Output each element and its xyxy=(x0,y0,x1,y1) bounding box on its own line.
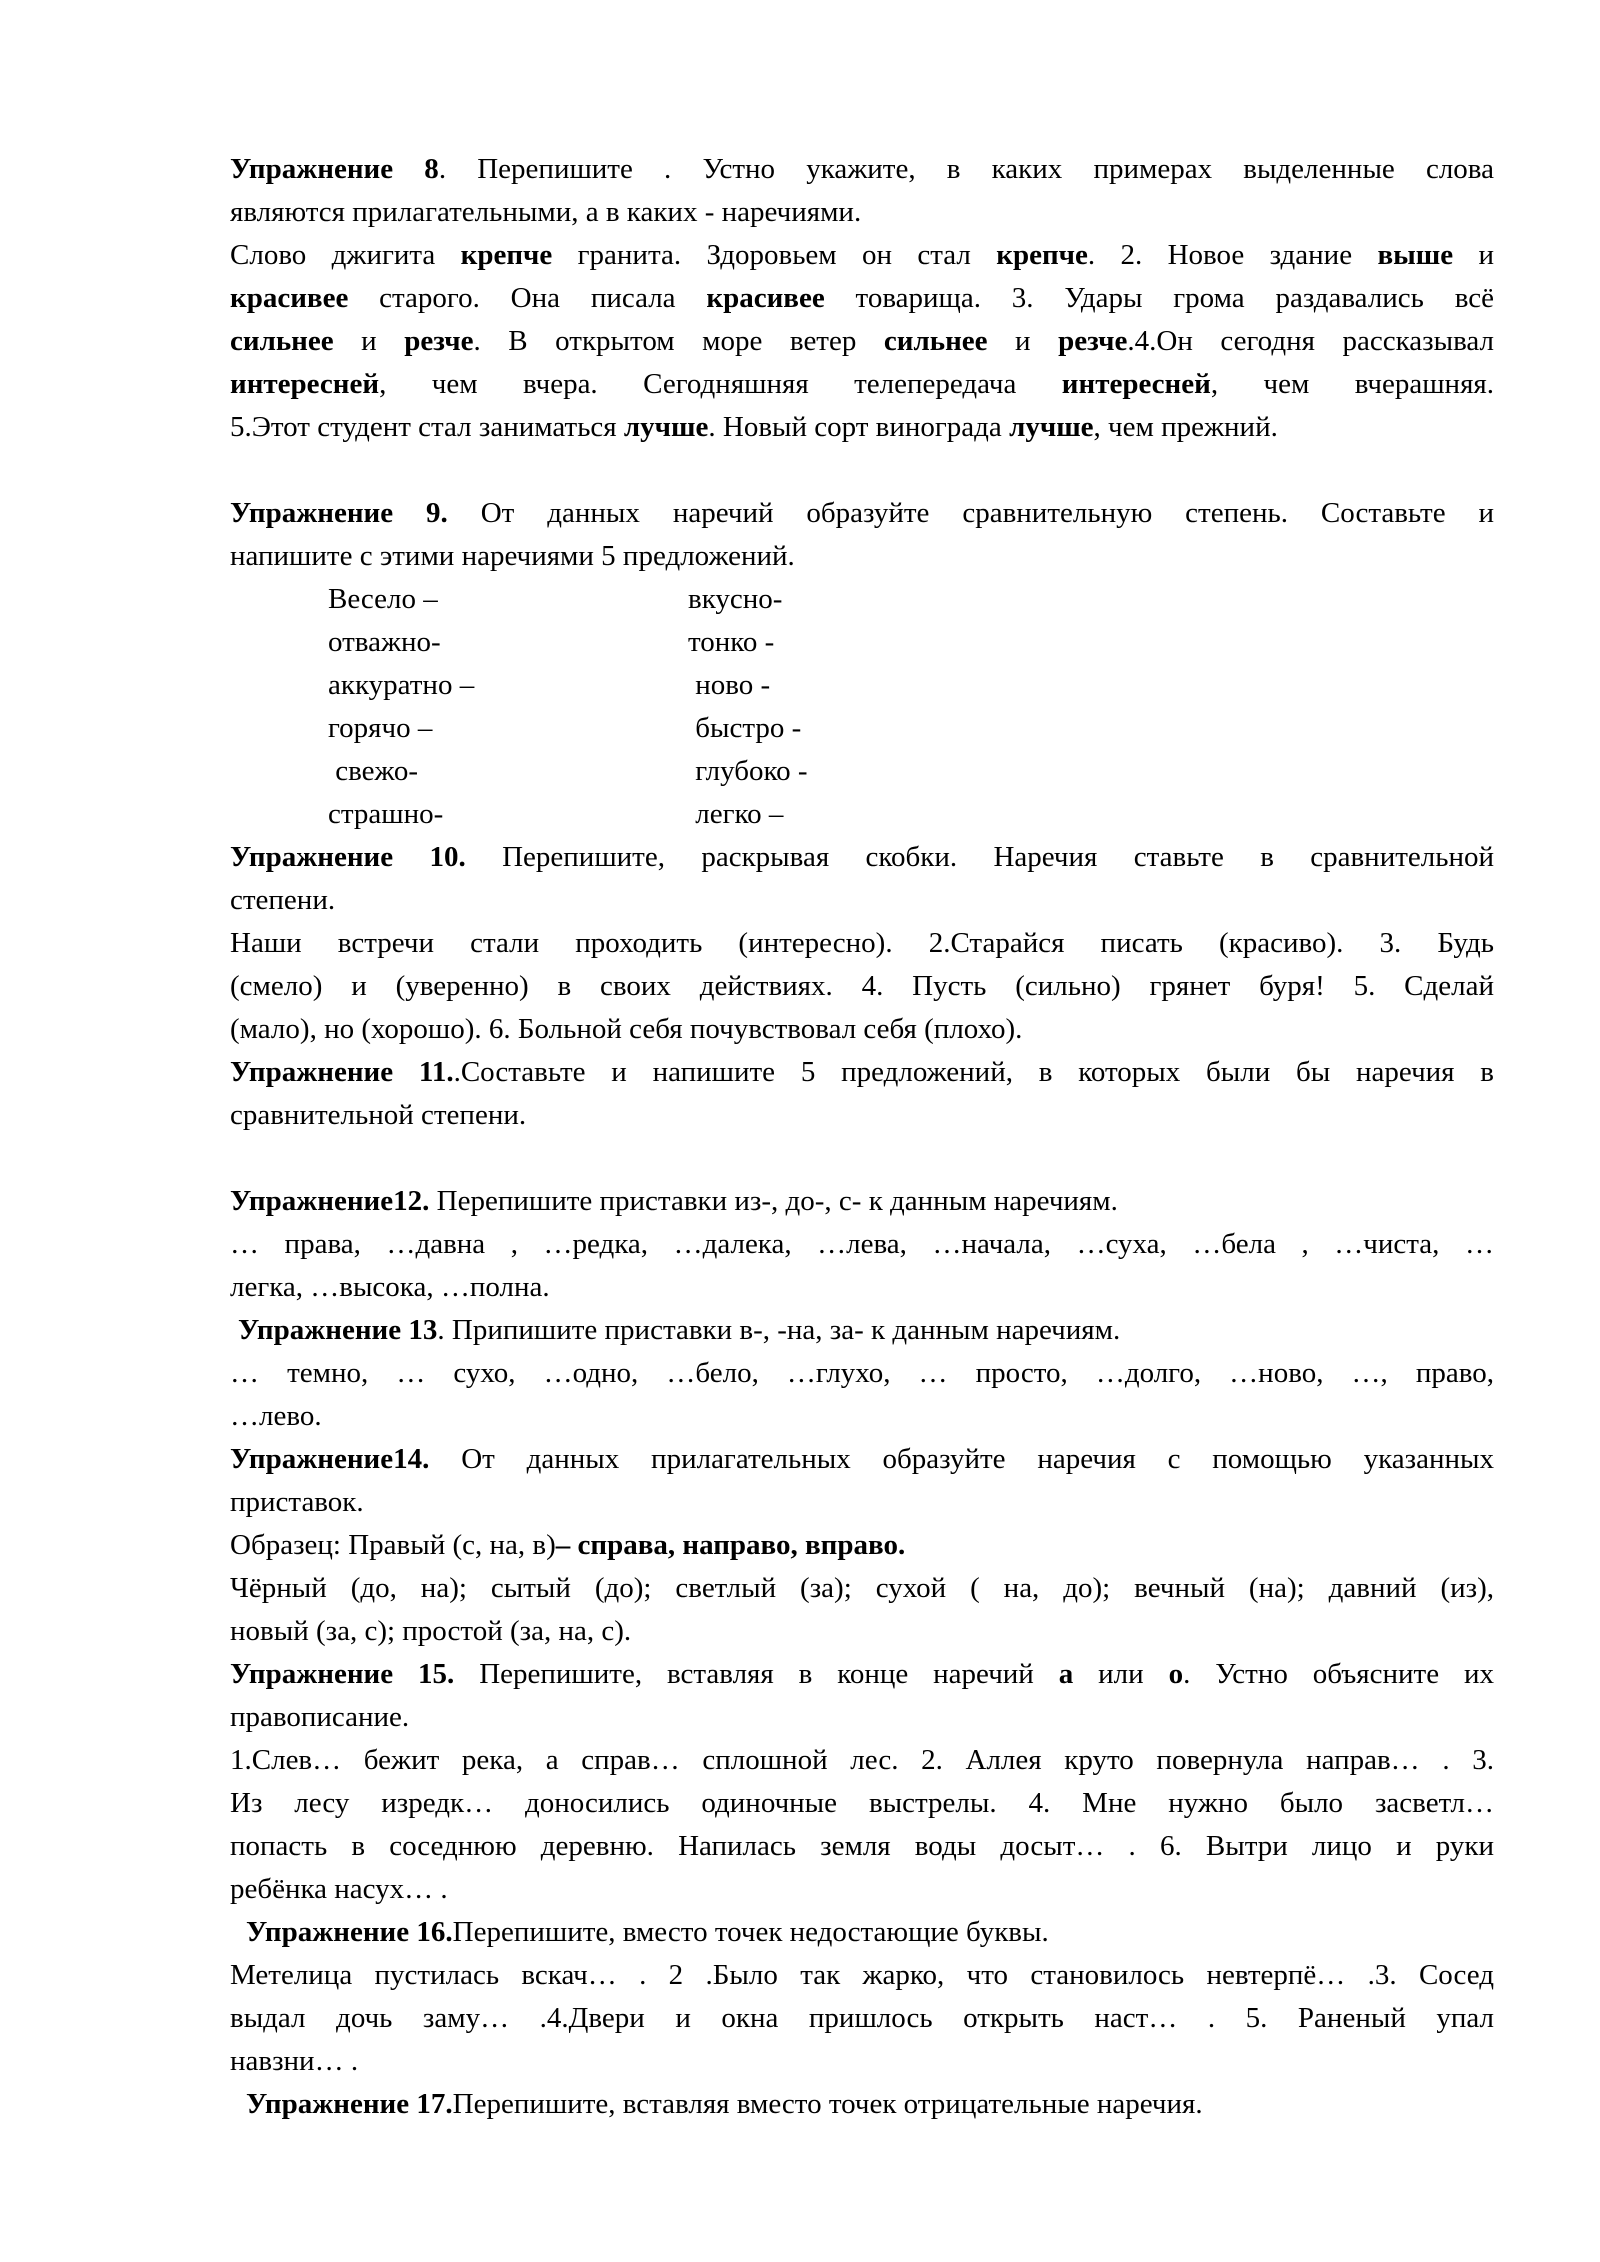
word-item: тонко - xyxy=(688,626,775,658)
ex10-line-1: Упражнение 10. Перепишите, раскрывая скобки. Наречия ставьте в сравнительной xyxy=(230,841,1495,873)
blank-line xyxy=(230,1137,1494,1180)
ex13-line-2: … темно, … сухо, …одно, …бело, …глухо, … просто, …долго, …ново, …, право, xyxy=(230,1357,1494,1389)
ex15-line-1: Упражнение 15. Перепишите, вставляя в конце наречий а или о. Устно объясните их xyxy=(230,1658,1494,1690)
ex15-line-4: Из лесу изредк… доносились одиночные выстрелы. 4. Мне нужно было засветл… xyxy=(230,1787,1494,1819)
blank-line xyxy=(230,449,1494,492)
ex14-line-1: Упражнение14. От данных прилагательных образуйте наречия с помощью указанных xyxy=(230,1443,1494,1475)
ex17-title: Упражнение 17. xyxy=(246,2088,453,2120)
word-item: ново - xyxy=(688,669,771,701)
ex13-line-1: Упражнение 13. Припишите приставки в-, -на, за- к данным наречиям. xyxy=(238,1314,1121,1346)
ex8-text-line: Слово джигита крепче гранита. Здоровьем он стал крепче. 2. Новое здание выше и xyxy=(230,239,1494,271)
word-item: свежо- xyxy=(328,755,418,787)
ex9-line-1: Упражнение 9. От данных наречий образуйте сравнительную степень. Составьте и xyxy=(230,497,1495,529)
ex13-line-3: …лево. xyxy=(230,1400,322,1432)
document-page xyxy=(230,148,1494,2126)
ex15-line-3: 1.Слев… бежит река, а справ… сплошной лес. 2. Аллея круто повернула направ… . 3. xyxy=(230,1744,1494,1776)
ex12-line-2: … права, …давна , …редка, …далека, …лева, …начала, …суха, …бела , …чиста, … xyxy=(230,1228,1494,1260)
ex15-line-5: попасть в соседнюю деревню. Напилась земля воды досыт… . 6. Вытри лицо и руки xyxy=(230,1830,1494,1862)
ex14-line-2: приставок. xyxy=(230,1486,364,1518)
ex11-title: Упражнение 11. xyxy=(230,1056,454,1088)
ex16-line-3: выдал дочь заму… .4.Двери и окна пришлось открыть наст… . 5. Раненый упал xyxy=(230,2002,1494,2034)
ex12-line-1: Упражнение12. Перепишите приставки из-, до-, с- к данным наречиям. xyxy=(230,1185,1118,1217)
ex16-line-4: навзни… . xyxy=(230,2045,359,2077)
ex14-title: Упражнение14. xyxy=(230,1443,430,1475)
word-item: горячо – xyxy=(328,712,433,744)
word-item: глубоко - xyxy=(688,755,808,787)
ex12-title: Упражнение12. xyxy=(230,1185,430,1217)
ex15-line-6: ребёнка насух… . xyxy=(230,1873,448,1905)
ex9-line-2: напишите с этими наречиями 5 предложений. xyxy=(230,540,795,572)
ex8-title: Упражнение 8 xyxy=(230,153,439,185)
word-item: страшно- xyxy=(328,798,444,830)
ex14-line-5: новый (за, с); простой (за, на, с). xyxy=(230,1615,632,1647)
ex10-line-4: (смело) и (уверенно) в своих действиях. 4. Пусть (сильно) грянет буря! 5. Сделай xyxy=(230,970,1494,1002)
ex8-text-line: 5.Этот студент стал заниматься лучше. Новый сорт винограда лучше, чем прежний. xyxy=(230,411,1278,443)
ex17-line-1: Упражнение 17.Перепишите, вставляя вместо точек отрицательные наречия. xyxy=(246,2088,1203,2120)
word-item: аккуратно – xyxy=(328,669,475,701)
ex9-word-list xyxy=(230,578,1494,836)
ex9-title: Упражнение 9. xyxy=(230,497,448,529)
word-item: легко – xyxy=(688,798,784,830)
ex11-line-1: Упражнение 11..Составьте и напишите 5 предложений, в которых были бы наречия в xyxy=(230,1056,1494,1088)
ex8-text-line: интересней, чем вчера. Сегодняшняя телепередача интересней, чем вчерашняя. xyxy=(230,368,1494,400)
ex8-line-2: являются прилагательными, а в каких - наречиями. xyxy=(230,196,862,228)
ex8-line-1: Упражнение 8. Перепишите . Устно укажите, в каких примерах выделенные слова xyxy=(230,153,1494,185)
word-item: быстро - xyxy=(688,712,802,744)
word-item: отважно- xyxy=(328,626,441,658)
ex14-sample: Образец: Правый (с, на, в)– справа, направо, вправо. xyxy=(230,1529,906,1561)
ex10-line-2: степени. xyxy=(230,884,336,916)
ex11-line-2: сравнительной степени. xyxy=(230,1099,527,1131)
ex8-text-line: красивее старого. Она писала красивее товарища. 3. Удары грома раздавались всё xyxy=(230,282,1494,314)
ex16-title: Упражнение 16. xyxy=(246,1916,453,1948)
ex16-line-2: Метелица пустилась вскач… . 2 .Было так жарко, что становилось невтерпё… .3. Сосед xyxy=(230,1959,1494,1991)
ex16-line-1: Упражнение 16.Перепишите, вместо точек недостающие буквы. xyxy=(246,1916,1049,1948)
ex8-text-line: сильнее и резче. В открытом море ветер сильнее и резче.4.Он сегодня рассказывал xyxy=(230,325,1494,357)
ex12-line-3: легка, …высока, …полна. xyxy=(230,1271,550,1303)
ex13-title: Упражнение 13 xyxy=(238,1314,438,1346)
word-item: вкусно- xyxy=(688,583,783,615)
ex10-line-5: (мало), но (хорошо). 6. Больной себя почувствовал себя (плохо). xyxy=(230,1013,1023,1045)
ex14-line-4: Чёрный (до, на); сытый (до); светлый (за); сухой ( на, до); вечный (на); давний (из), xyxy=(230,1572,1494,1604)
word-item: Весело – xyxy=(328,583,438,615)
ex10-title: Упражнение 10. xyxy=(230,841,466,873)
ex15-title: Упражнение 15. xyxy=(230,1658,455,1690)
ex15-line-2: правописание. xyxy=(230,1701,410,1733)
ex10-line-3: Наши встречи стали проходить (интересно). 2.Старайся писать (красиво). 3. Будь xyxy=(230,927,1494,959)
